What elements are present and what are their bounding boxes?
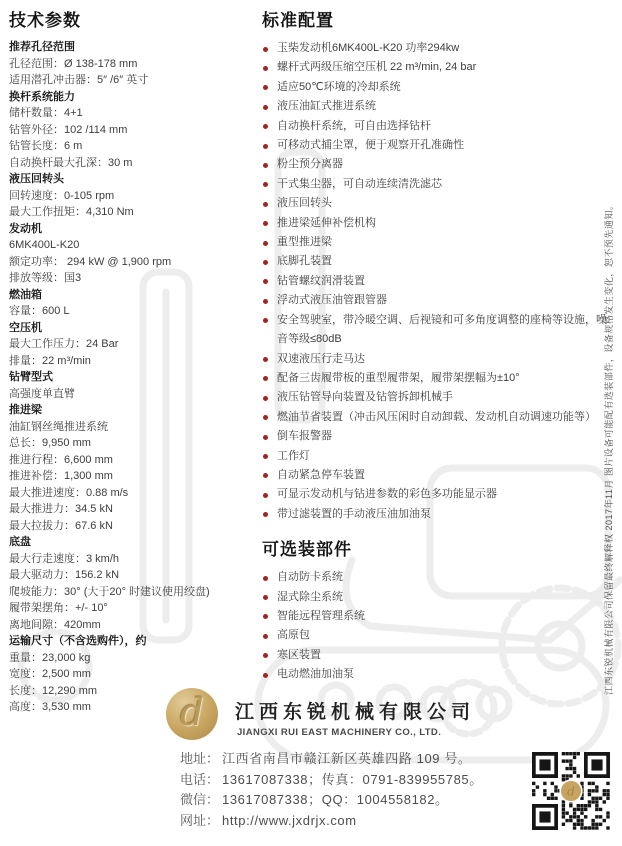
spec-row-text: 高度：3,530 mm <box>9 701 91 713</box>
spec-row <box>9 650 257 667</box>
spec-list <box>9 39 257 716</box>
config-item <box>262 408 610 427</box>
config-item-text: 螺杆式两级压缩空压机 22 m³/min, 24 bar <box>277 61 477 74</box>
config-item <box>262 311 610 350</box>
optional-item-text: 智能远程管理系统 <box>277 609 365 622</box>
spec-row <box>9 584 257 601</box>
config-item <box>262 427 610 446</box>
spec-row-text: 最大行走速度：3 km/h <box>9 552 120 565</box>
spec-row-text: 燃油箱 <box>9 288 42 301</box>
config-item-text: 安全驾驶室，带冷暖空调、后视镜和可多角度调整的座椅等设施，噪音等级≤80dB <box>277 313 607 346</box>
bullet-icon <box>263 318 268 323</box>
spec-row <box>9 501 257 518</box>
configuration-section <box>262 6 610 685</box>
bullet-icon <box>263 260 268 265</box>
spec-row <box>9 303 257 320</box>
config-item-text: 液压回转头 <box>277 197 332 210</box>
contact-value: 13617087338；QQ：1004558182。 <box>222 792 449 808</box>
spec-row <box>9 237 257 254</box>
spec-row <box>9 666 257 683</box>
config-item-text: 粉尘预分离器 <box>277 158 343 171</box>
optional-parts-list <box>262 568 610 684</box>
bullet-icon <box>263 47 268 52</box>
config-item-text: 液压钻管导向装置及钻管拆卸机械手 <box>277 391 453 404</box>
spec-row-text: 重量：23,000 kg <box>9 651 91 664</box>
config-item <box>262 155 610 174</box>
spec-row-text: 自动换杆最大孔深：30 m <box>9 156 133 169</box>
bullet-icon <box>263 66 268 71</box>
spec-row <box>9 386 257 403</box>
spec-row-text: 推进行程：6,600 mm <box>9 453 113 466</box>
spec-row <box>9 72 257 89</box>
spec-row-text: 运输尺寸（不含选购件），约 <box>9 635 147 647</box>
contact-value: http://www.jxdrjx.com <box>222 812 357 828</box>
spec-row <box>9 171 257 188</box>
spec-row <box>9 122 257 139</box>
spec-row-text: 履带架摆角：+/- 10° <box>9 602 108 614</box>
bullet-icon <box>263 435 268 440</box>
spec-row <box>9 188 257 205</box>
config-item-text: 燃油节省装置（冲击风压闲时自动卸载、发动机自动调速功能等） <box>277 410 596 423</box>
spec-row <box>9 39 257 56</box>
spec-row-text: 空压机 <box>9 321 42 334</box>
svg-text:d: d <box>567 784 575 799</box>
config-item <box>262 175 610 194</box>
bullet-icon <box>263 673 268 678</box>
spec-row <box>9 419 257 436</box>
bullet-icon <box>263 124 268 129</box>
spec-row <box>9 435 257 452</box>
contact-row <box>180 749 483 770</box>
spec-row-text: 孔径范围：Ø 138-178 mm <box>9 57 138 70</box>
qr-code-svg <box>532 752 610 830</box>
bullet-icon <box>263 454 268 459</box>
legal-side-note: 江西东锐机械有限公司保留最终解释权 2017年11月 图片设备可能配有选装部件，设备规格发生变化，恕不预先通知。 <box>604 200 614 695</box>
spec-row-text: 推进补偿：1,300 mm <box>9 470 113 482</box>
config-item-text: 底脚孔装置 <box>277 255 332 268</box>
spec-row <box>9 204 257 221</box>
spec-row-text: 排放等级：国3 <box>9 272 82 284</box>
spec-row <box>9 534 257 551</box>
spec-row-text: 最大驱动力：156.2 kN <box>9 569 120 581</box>
spec-row <box>9 633 257 650</box>
spec-row <box>9 254 257 271</box>
config-item-text: 带过滤装置的手动液压油加油泵 <box>277 507 431 520</box>
spec-row-text: 液压回转头 <box>9 173 64 185</box>
bullet-icon <box>263 493 268 498</box>
bullet-icon <box>263 144 268 149</box>
spec-row-text: 最大推进速度：0.88 m/s <box>9 486 129 499</box>
bullet-icon <box>263 415 268 420</box>
spec-row-text: 推进梁 <box>9 404 42 416</box>
technical-parameters-title: 技术参数 <box>9 11 81 30</box>
config-item <box>262 252 610 271</box>
spec-row-text: 6MK400L-K20 <box>9 239 80 251</box>
contact-value: 13617087338；传真：0791-839955785。 <box>222 771 483 787</box>
optional-item <box>262 588 610 607</box>
config-item-text: 玉柴发动机6MK400L-K20 功率294kw <box>277 42 460 54</box>
contact-row <box>180 790 483 811</box>
spec-row-text: 钻臂型式 <box>9 371 53 383</box>
config-item-text: 可显示发动机与钻进参数的彩色多功能显示器 <box>277 488 497 501</box>
spec-row-text: 钻管外径：102 /114 mm <box>9 123 128 136</box>
spec-row <box>9 402 257 419</box>
spec-row-text: 长度：12,290 mm <box>9 684 98 697</box>
spec-row <box>9 518 257 535</box>
spec-row <box>9 699 257 716</box>
config-item <box>262 485 610 504</box>
contact-label: 地址： <box>180 751 220 766</box>
config-item <box>262 291 610 310</box>
contact-label: 微信： <box>180 792 220 808</box>
config-item <box>262 78 610 97</box>
optional-item-text: 湿式除尘系统 <box>277 590 343 603</box>
company-name-en: JIANGXI RUI EAST MACHINERY CO., LTD. <box>237 727 442 738</box>
config-item <box>262 97 610 116</box>
spec-row-text: 高强度单直臂 <box>9 387 75 400</box>
spec-row <box>9 221 257 238</box>
spec-row-text: 最大工作扭矩：4,310 Nm <box>9 206 134 218</box>
bullet-icon <box>263 634 268 639</box>
technical-parameters-section <box>9 6 257 716</box>
bullet-icon <box>263 85 268 90</box>
spec-row-text: 总长：9,950 mm <box>9 437 91 449</box>
config-item-text: 浮动式液压油管跟管器 <box>277 294 387 307</box>
spec-row-text: 底盘 <box>9 536 31 548</box>
spec-row <box>9 155 257 172</box>
company-name-cn: 江西东锐机械有限公司 <box>235 702 476 723</box>
optional-item <box>262 568 610 587</box>
spec-row <box>9 617 257 634</box>
optional-item-text: 高原包 <box>277 629 310 642</box>
spec-row-text: 离地间隙：420mm <box>9 618 101 631</box>
config-item-text: 工作灯 <box>277 449 310 462</box>
spec-row <box>9 485 257 502</box>
spec-row <box>9 600 257 617</box>
standard-config-list <box>262 39 610 524</box>
config-item-text: 适应50℃环境的冷却系统 <box>277 80 401 93</box>
config-item <box>262 214 610 233</box>
config-item-text: 液压油缸式推进系统 <box>277 100 376 113</box>
qr-code <box>532 752 610 830</box>
spec-row <box>9 567 257 584</box>
bullet-icon <box>263 241 268 246</box>
bullet-icon <box>263 396 268 401</box>
bullet-icon <box>263 512 268 517</box>
bullet-icon <box>263 357 268 362</box>
config-item <box>262 233 610 252</box>
config-item <box>262 388 610 407</box>
config-item <box>262 272 610 291</box>
config-item-text: 双速液压行走马达 <box>277 352 365 365</box>
bullet-icon <box>263 221 268 226</box>
optional-item-text: 自动防卡系统 <box>277 571 343 584</box>
spec-row <box>9 105 257 122</box>
config-item <box>262 194 610 213</box>
spec-row <box>9 336 257 353</box>
config-item-text: 钻管螺纹润滑装置 <box>277 274 365 287</box>
spec-row <box>9 468 257 485</box>
spec-row-text: 储杆数量：4+1 <box>9 107 83 119</box>
spec-row-text: 爬坡能力：30° (大于20° 时建议使用绞盘) <box>9 585 210 598</box>
config-item <box>262 39 610 58</box>
spec-row <box>9 287 257 304</box>
config-item-text: 推进梁延伸补偿机构 <box>277 216 376 229</box>
bullet-icon <box>263 299 268 304</box>
config-item-text: 可移动式捕尘罩，便于观察开孔准确性 <box>277 139 464 152</box>
spec-row <box>9 89 257 106</box>
config-item-text: 重型推进梁 <box>277 236 332 249</box>
bullet-icon <box>263 614 268 619</box>
spec-row <box>9 369 257 386</box>
spec-row <box>9 56 257 73</box>
spec-row <box>9 551 257 568</box>
bullet-icon <box>263 105 268 110</box>
config-item-text: 干式集尘器，可自动连续清洗滤芯 <box>277 177 442 190</box>
config-item <box>262 58 610 77</box>
spec-row-text: 回转速度：0-105 rpm <box>9 189 115 202</box>
bullet-icon <box>263 653 268 658</box>
config-item <box>262 369 610 388</box>
spec-row-text: 推荐孔径范围 <box>9 41 75 53</box>
config-item <box>262 350 610 369</box>
spec-row-text: 油缸钢丝绳推进系统 <box>9 420 108 433</box>
contact-row <box>180 811 483 832</box>
optional-item-text: 电动燃油加油泵 <box>277 668 354 681</box>
logo-d-glyph: d <box>180 690 204 734</box>
bullet-icon <box>263 279 268 284</box>
spec-row <box>9 452 257 469</box>
bullet-icon <box>263 182 268 187</box>
optional-parts-title: 可选装部件 <box>262 540 352 560</box>
config-item-text: 配备三齿履带板的重型履带架，履带架摆幅为±10° <box>277 371 520 384</box>
spec-row-text: 钻管长度：6 m <box>9 140 83 152</box>
bullet-icon <box>263 163 268 168</box>
config-item <box>262 136 610 155</box>
spec-row-text: 适用潜孔冲击器：5″ /6″ 英寸 <box>9 74 149 86</box>
spec-row-text: 容量：600 L <box>9 305 70 317</box>
spec-row-text: 宽度：2,500 mm <box>9 668 91 680</box>
bullet-icon <box>263 576 268 581</box>
spec-row <box>9 270 257 287</box>
config-item <box>262 447 610 466</box>
spec-row-text: 换杆系统能力 <box>9 90 75 103</box>
spec-row <box>9 683 257 700</box>
contact-info <box>180 749 483 831</box>
company-logo <box>166 688 218 740</box>
config-item-text: 倒车报警器 <box>277 430 332 443</box>
optional-item <box>262 646 610 665</box>
optional-item <box>262 626 610 645</box>
spec-row-text: 额定功率： 294 kW @ 1,900 rpm <box>9 255 172 268</box>
config-item <box>262 466 610 485</box>
bullet-icon <box>263 473 268 478</box>
contact-label: 电话： <box>180 771 220 787</box>
spec-row-text: 最大拉拔力：67.6 kN <box>9 519 113 532</box>
contact-value: 江西省南昌市赣江新区英雄四路 109 号。 <box>222 751 472 766</box>
spec-row <box>9 138 257 155</box>
spec-row-text: 最大工作压力：24 Bar <box>9 338 119 350</box>
spec-row-text: 发动机 <box>9 222 42 235</box>
bullet-icon <box>263 376 268 381</box>
optional-item <box>262 607 610 626</box>
config-item-text: 自动紧急停车装置 <box>277 468 365 481</box>
contact-row <box>180 770 483 791</box>
spec-row <box>9 320 257 337</box>
spec-row <box>9 353 257 370</box>
contact-label: 网址： <box>180 812 220 828</box>
config-item-text: 自动换杆系统，可自由选择钻杆 <box>277 119 431 132</box>
bullet-icon <box>263 595 268 600</box>
optional-item <box>262 665 610 684</box>
config-item <box>262 117 610 136</box>
spec-row-text: 最大推进力：34.5 kN <box>9 503 113 515</box>
bullet-icon <box>263 202 268 207</box>
optional-item-text: 寒区装置 <box>277 648 321 661</box>
config-item <box>262 505 610 524</box>
standard-config-title: 标准配置 <box>262 11 334 30</box>
spec-row-text: 排量：22 m³/min <box>9 354 91 367</box>
